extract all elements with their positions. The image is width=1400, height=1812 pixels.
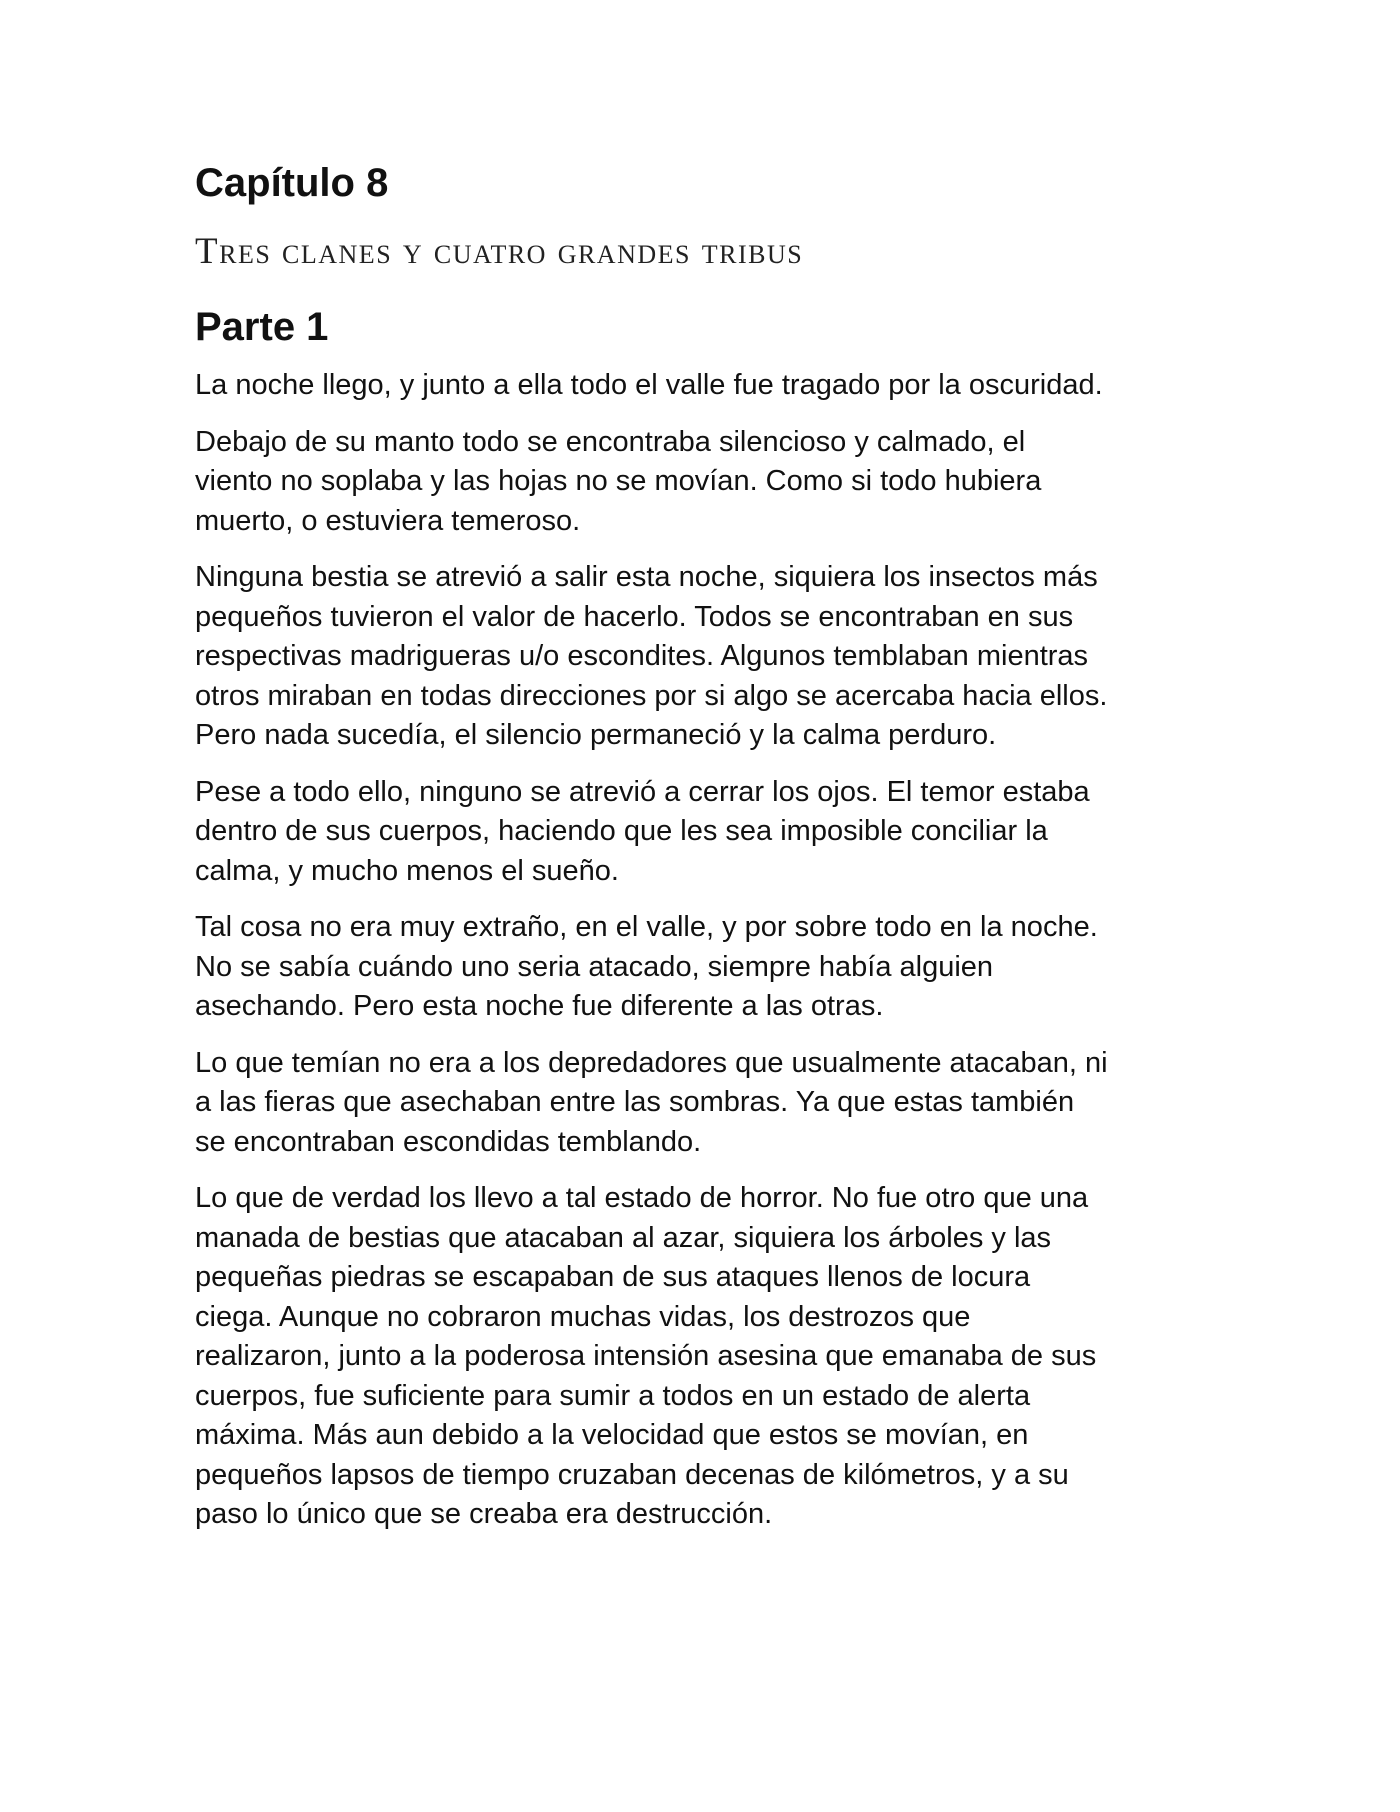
- paragraph: La noche llego, y junto a ella todo el valle fue tragado por la oscuridad.: [195, 369, 1103, 401]
- paragraph: Tal cosa no era muy extraño, en el valle, y por sobre todo en la noche. No se sabía cuándo uno seria atacado, siempre había alguien asechando. Pero esta noche fue diferente a las otras.: [195, 911, 1098, 1022]
- body-text: [195, 366, 1225, 1535]
- paragraph: Ninguna bestia se atrevió a salir esta noche, siquiera los insectos más pequeños tuvieron el valor de hacerlo. Todos se encontraban en sus respectivas madrigueras u/o escondites. Algunos temblaban mientras otros miraban en todas direcciones por si algo se acercaba hacia ellos. Pero nada sucedía, el silencio permaneció y la calma perduro.: [195, 561, 1108, 751]
- chapter-title: Capítulo 8: [195, 161, 389, 205]
- part-title: Parte 1: [195, 305, 329, 349]
- paragraph: Lo que temían no era a los depredadores que usualmente atacaban, ni a las fieras que asechaban entre las sombras. Ya que estas también se encontraban escondidas temblando.: [195, 1046, 1108, 1158]
- document-page: [195, 158, 1225, 1552]
- paragraph: Lo que de verdad los llevo a tal estado de horror. No fue otro que una manada de bestias que atacaban al azar, siquiera los árboles y las pequeñas piedras se escapaban de sus ataques llenos de locura ciega. Aunque no cobraron muchas vidas, los destrozos que realizaron, junto a la poderosa intensión asesina que emanaba de sus cuerpos, fue suficiente para sumir a todos en un estado de alerta máxima. Más aun debido a la velocidad que estos se movían, en pequeños lapsos de tiempo cruzaban decenas de kilómetros, y a su paso lo único que se creaba era destrucción.: [195, 1182, 1097, 1530]
- paragraph: Debajo de su manto todo se encontraba silencioso y calmado, el viento no soplaba y las hojas no se movían. Como si todo hubiera muerto, o estuviera temeroso.: [195, 425, 1042, 537]
- chapter-subtitle: Tres clanes y cuatro grandes tribus: [195, 231, 804, 272]
- paragraph: Pese a todo ello, ninguno se atrevió a cerrar los ojos. El temor estaba dentro de sus cuerpos, haciendo que les sea imposible conciliar la calma, y mucho menos el sueño.: [195, 775, 1090, 887]
